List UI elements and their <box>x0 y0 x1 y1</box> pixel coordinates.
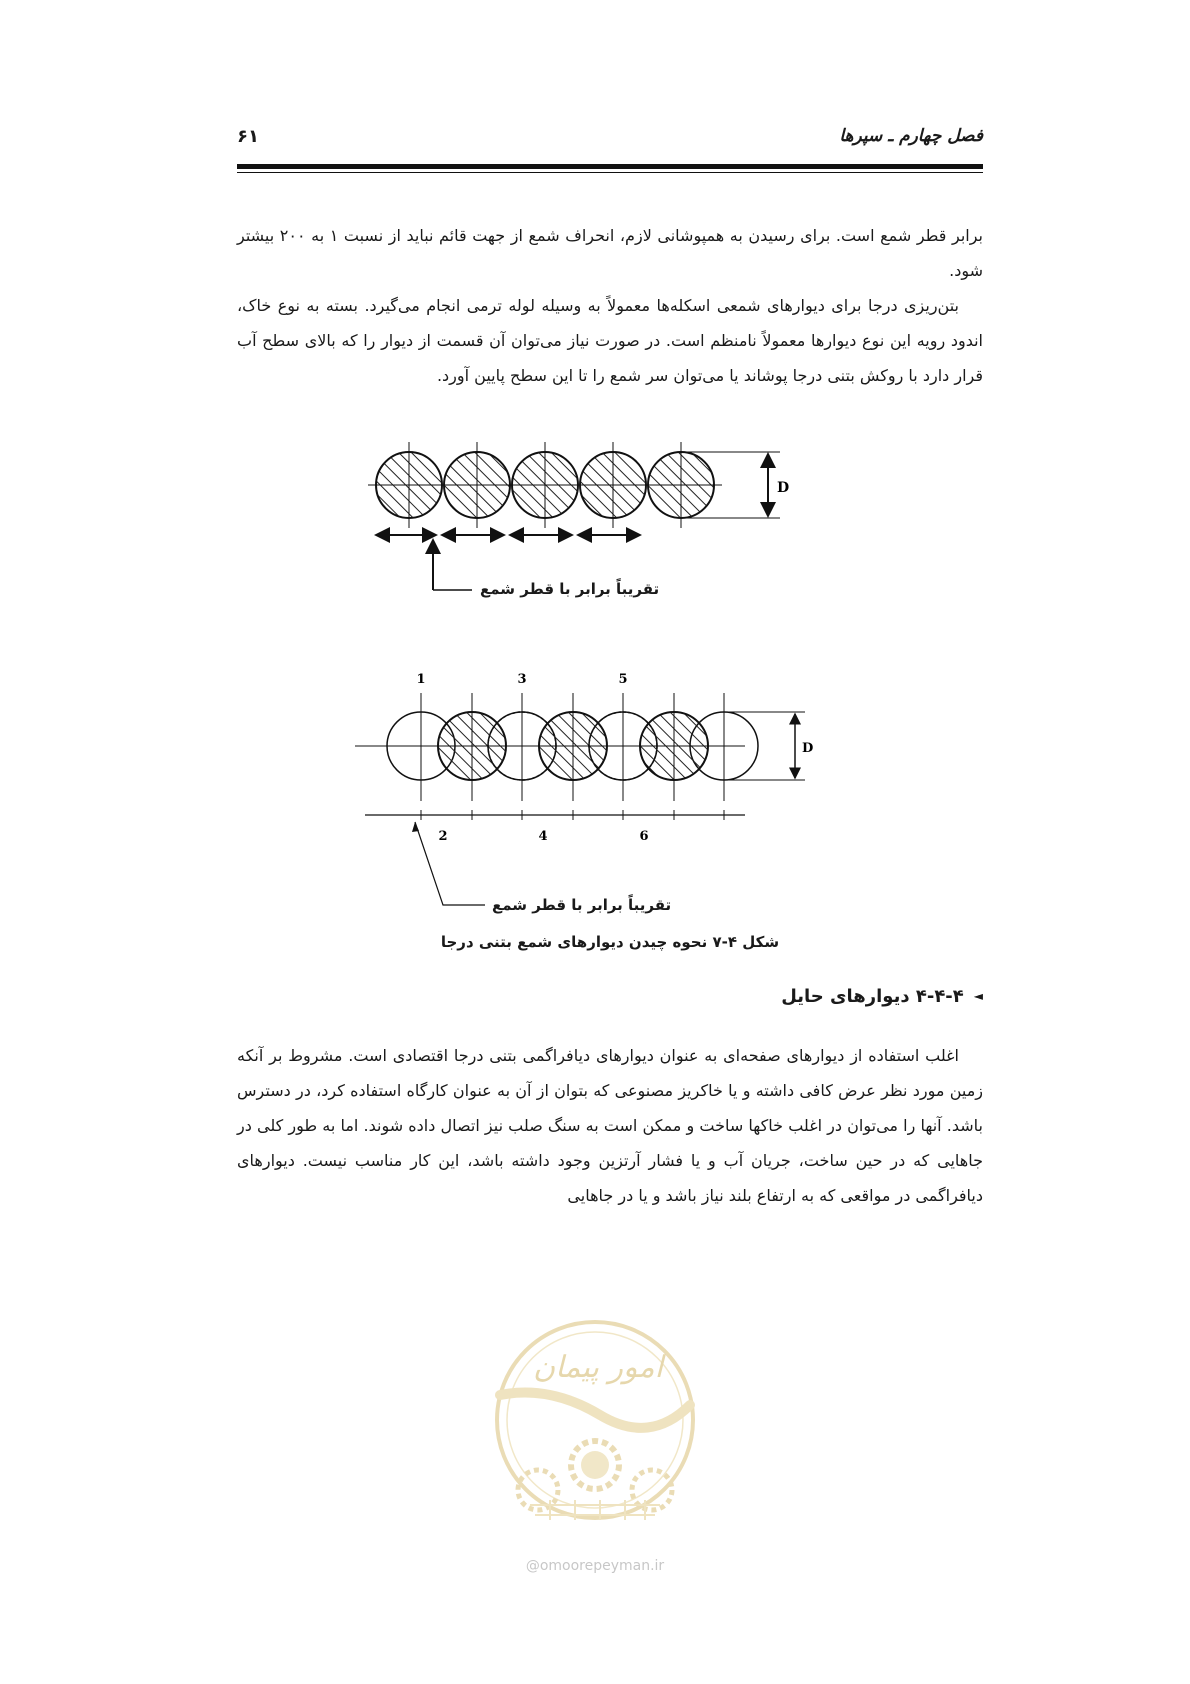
pile-number-5: 5 <box>618 672 628 687</box>
figure-secant-piles <box>355 665 875 925</box>
header-rule-thin <box>237 172 983 173</box>
dimension-d-label: D <box>777 480 790 496</box>
body-text-top <box>237 218 983 393</box>
bullet-icon: ◄ <box>973 989 983 1003</box>
pile-number-1: 1 <box>416 672 426 687</box>
pile-number-3: 3 <box>517 672 527 687</box>
watermark-logo <box>490 1315 700 1585</box>
figure2-annotation: تقریباً برابر با قطر شمع <box>492 896 672 914</box>
pile-number-4: 4 <box>538 829 548 844</box>
gear-icon <box>571 1441 619 1489</box>
secant-row <box>355 693 758 801</box>
paragraph: بتن‌ریزی درجا برای دیوارهای شمعی اسکله‌ها معمولاً به وسیله لوله ترمی انجام می‌گیرد. بسته به نوع خاک، اندود رویه این نوع دیوارها معمولاً نامنظم است. در صورت نیاز می‌توان آن قسمت از دیوار را که بالای سطح آب قرار دارد با روکش بتنی درجا پوشاند یا می‌توان سر شمع را تا این سطح پایین آورد. <box>237 296 983 385</box>
figure-caption: شکل ۴-۷ نحوه چیدن دیوارهای شمع بتنی درجا <box>440 933 780 951</box>
paragraph: برابر قطر شمع است. برای رسیدن به همپوشانی لازم، انحراف شمع از جهت قائم نباید از نسبت ۱ به ۲۰۰ بیشتر شود. <box>237 226 984 280</box>
pile-number-2: 2 <box>438 829 448 844</box>
bottom-numbers <box>438 829 648 844</box>
header-rule-thick <box>237 164 983 169</box>
dimension-d-label: D <box>802 741 814 756</box>
annotation-leader <box>412 822 485 905</box>
paragraph: اغلب استفاده از دیوارهای صفحه‌ای به عنوان دیوارهای دیافراگمی بتنی درجا اقتصادی است. مشروط بر آنکه زمین مورد نظر عرض کافی داشته و یا خاکریز مصنوعی که بتوان از آن به عنوان کارگاه استفاده کرد، در دسترس باشد. آنها را می‌توان در اغلب خاکها ساخت و ممکن است به سنگ صلب نیز اتصال داده شوند. اما به طور کلی در جاهایی که در حین ساخت، جریان آب و یا فشار آرتزین وجود داشته باشد، این کار مناسب نیست. دیوارهای دیافراگمی در مواقعی که به ارتفاع بلند نیاز باشد و یا در جاهایی <box>237 1046 983 1205</box>
spacing-line <box>365 810 745 820</box>
watermark-url: @omoorepeyman.ir <box>525 1558 665 1574</box>
watermark-logo-text: امور پیمان <box>533 1350 663 1385</box>
section-heading-text: ۴-۴-۴ دیوارهای حایل <box>781 986 964 1007</box>
annotation-leader <box>433 540 472 590</box>
page-number: ۶۱ <box>237 126 259 147</box>
figure1-annotation: تقریباً برابر با قطر شمع <box>480 580 660 598</box>
chapter-title: فصل چهارم ـ سپرها <box>839 126 983 146</box>
pile-number-6: 6 <box>639 829 649 844</box>
top-numbers <box>416 672 627 687</box>
page-header <box>237 122 983 152</box>
body-text-bottom <box>237 1038 983 1213</box>
pile <box>640 442 722 528</box>
pile-row <box>368 442 722 528</box>
section-heading <box>781 986 983 1007</box>
